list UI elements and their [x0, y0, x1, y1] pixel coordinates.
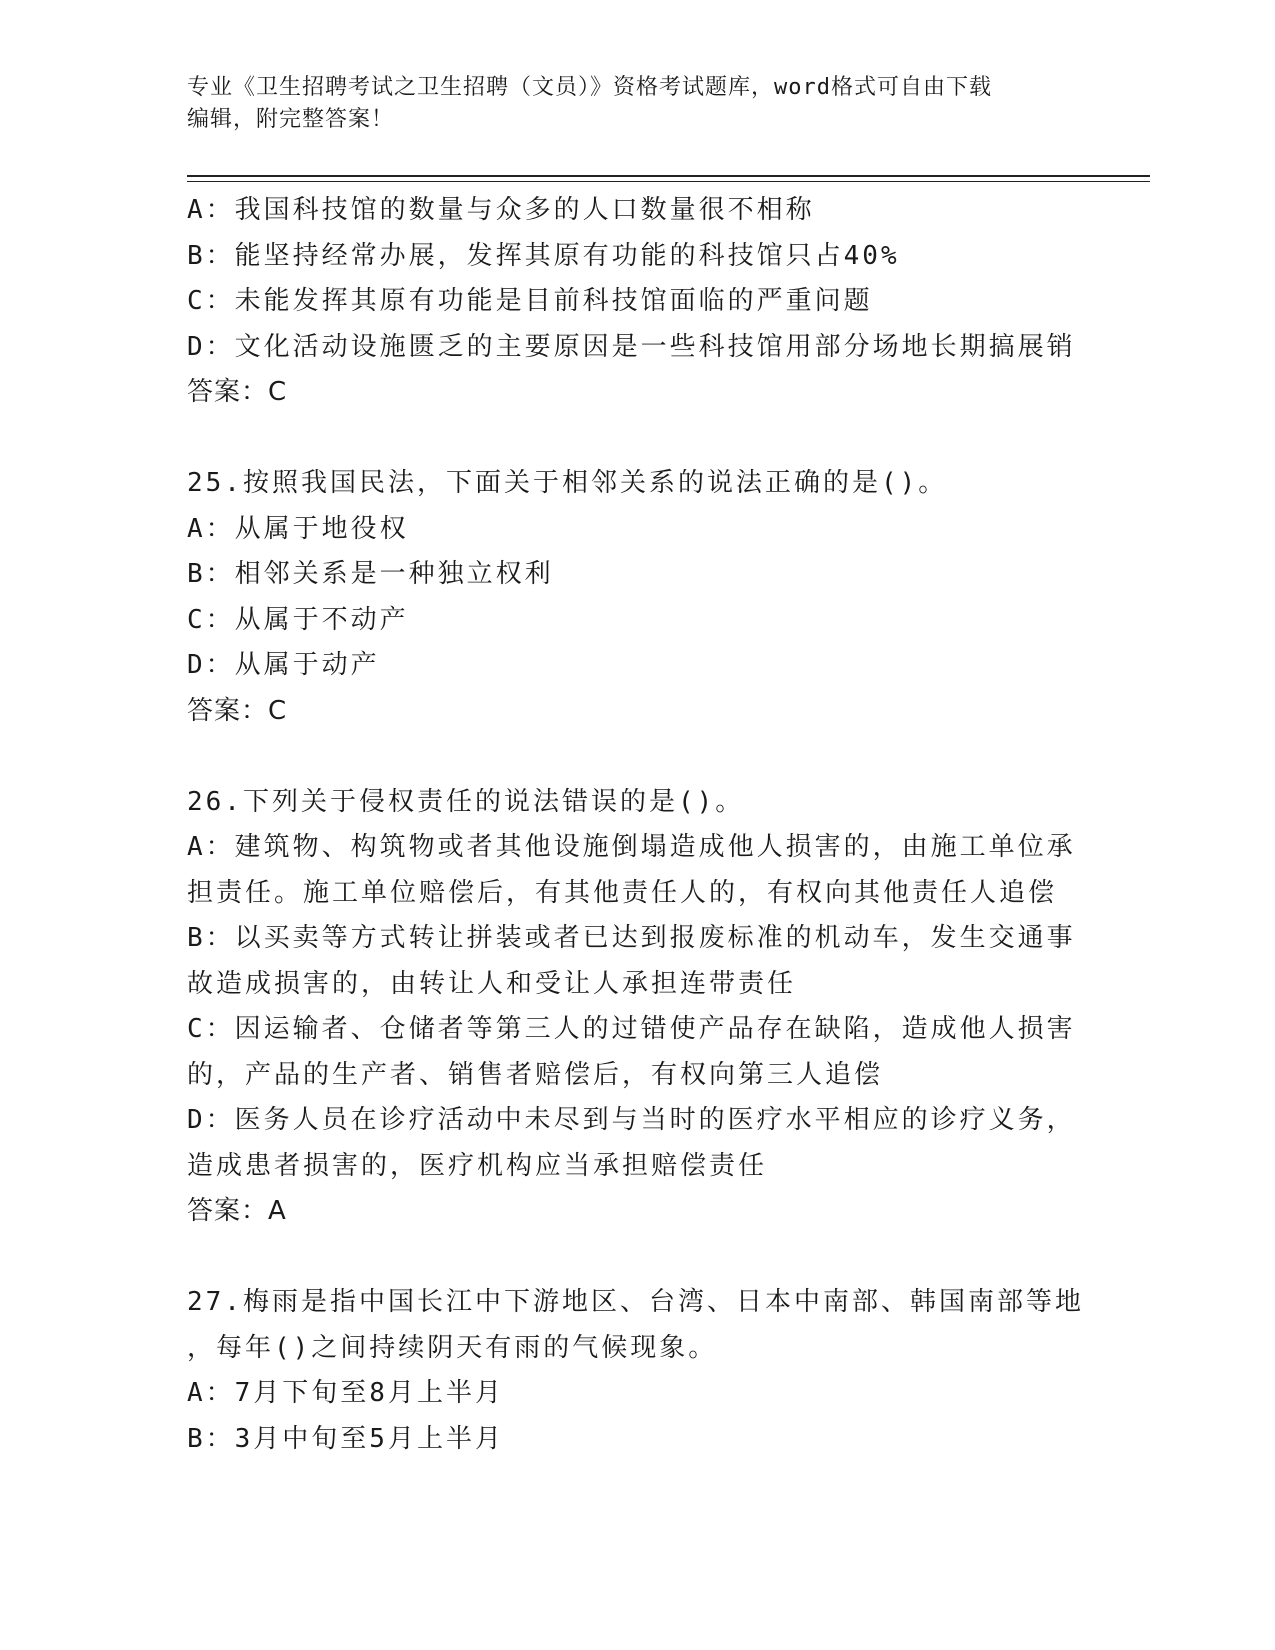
- header-divider-thin: [187, 181, 1150, 182]
- document-header: [187, 72, 1067, 136]
- answer: 答案：C: [187, 695, 288, 726]
- header-divider-thick: [187, 175, 1150, 177]
- option-a: A：7月下旬至8月上半月: [187, 1378, 504, 1408]
- question-stem-line-2: ，每年()之间持续阴天有雨的气候现象。: [187, 1332, 718, 1363]
- option-b-line-1: B：以买卖等方式转让拼装或者已达到报废标准的机动车，发生交通事: [187, 923, 1076, 953]
- question-stem: 25.按照我国民法，下面关于相邻关系的说法正确的是()。: [187, 468, 948, 498]
- option-a-line-2: 担责任。施工单位赔偿后，有其他责任人的，有权向其他责任人追偿: [187, 877, 1058, 908]
- question-26: [187, 780, 1117, 1235]
- option-d-line-2: 造成患者损害的，医疗机构应当承担赔偿责任: [187, 1150, 768, 1181]
- option-b: B：能坚持经常办展，发挥其原有功能的科技馆只占40%: [187, 240, 900, 271]
- option-c: C：从属于不动产: [187, 604, 409, 635]
- question-27: [187, 1280, 1117, 1462]
- question-list: [187, 188, 1117, 1462]
- question-stem: 26.下列关于侵权责任的说法错误的是()。: [187, 786, 745, 817]
- option-c-line-1: C：因运输者、仓储者等第三人的过错使产品存在缺陷，造成他人损害: [187, 1014, 1076, 1044]
- header-line-2: 编辑，附完整答案！: [187, 107, 395, 132]
- option-d: D：从属于动产: [187, 650, 380, 680]
- option-d: D：文化活动设施匮乏的主要原因是一些科技馆用部分场地长期搞展销: [187, 331, 1076, 362]
- option-a: A：从属于地役权: [187, 513, 409, 544]
- answer: 答案：A: [187, 1196, 287, 1226]
- option-b: B：相邻关系是一种独立权利: [187, 559, 554, 589]
- option-d-line-1: D：医务人员在诊疗活动中未尽到与当时的医疗水平相应的诊疗义务，: [187, 1105, 1076, 1135]
- header-line-1: 专业《卫生招聘考试之卫生招聘（文员）》资格考试题库，word格式可自由下载: [187, 75, 992, 100]
- option-b-line-2: 故造成损害的，由转让人和受让人承担连带责任: [187, 968, 797, 999]
- question-25: [187, 461, 1117, 734]
- option-b: B：3月中旬至5月上半月: [187, 1423, 504, 1454]
- question-stem-line-1: 27.梅雨是指中国长江中下游地区、台湾、日本中南部、韩国南部等地: [187, 1287, 1084, 1317]
- option-a: A：我国科技馆的数量与众多的人口数量很不相称: [187, 195, 815, 225]
- option-c: C：未能发挥其原有功能是目前科技馆面临的严重问题: [187, 286, 873, 316]
- option-a-line-1: A：建筑物、构筑物或者其他设施倒塌造成他人损害的，由施工单位承: [187, 832, 1076, 862]
- question-24: [187, 188, 1117, 416]
- answer: 答案：C: [187, 377, 288, 407]
- option-c-line-2: 的，产品的生产者、销售者赔偿后，有权向第三人追偿: [187, 1059, 884, 1090]
